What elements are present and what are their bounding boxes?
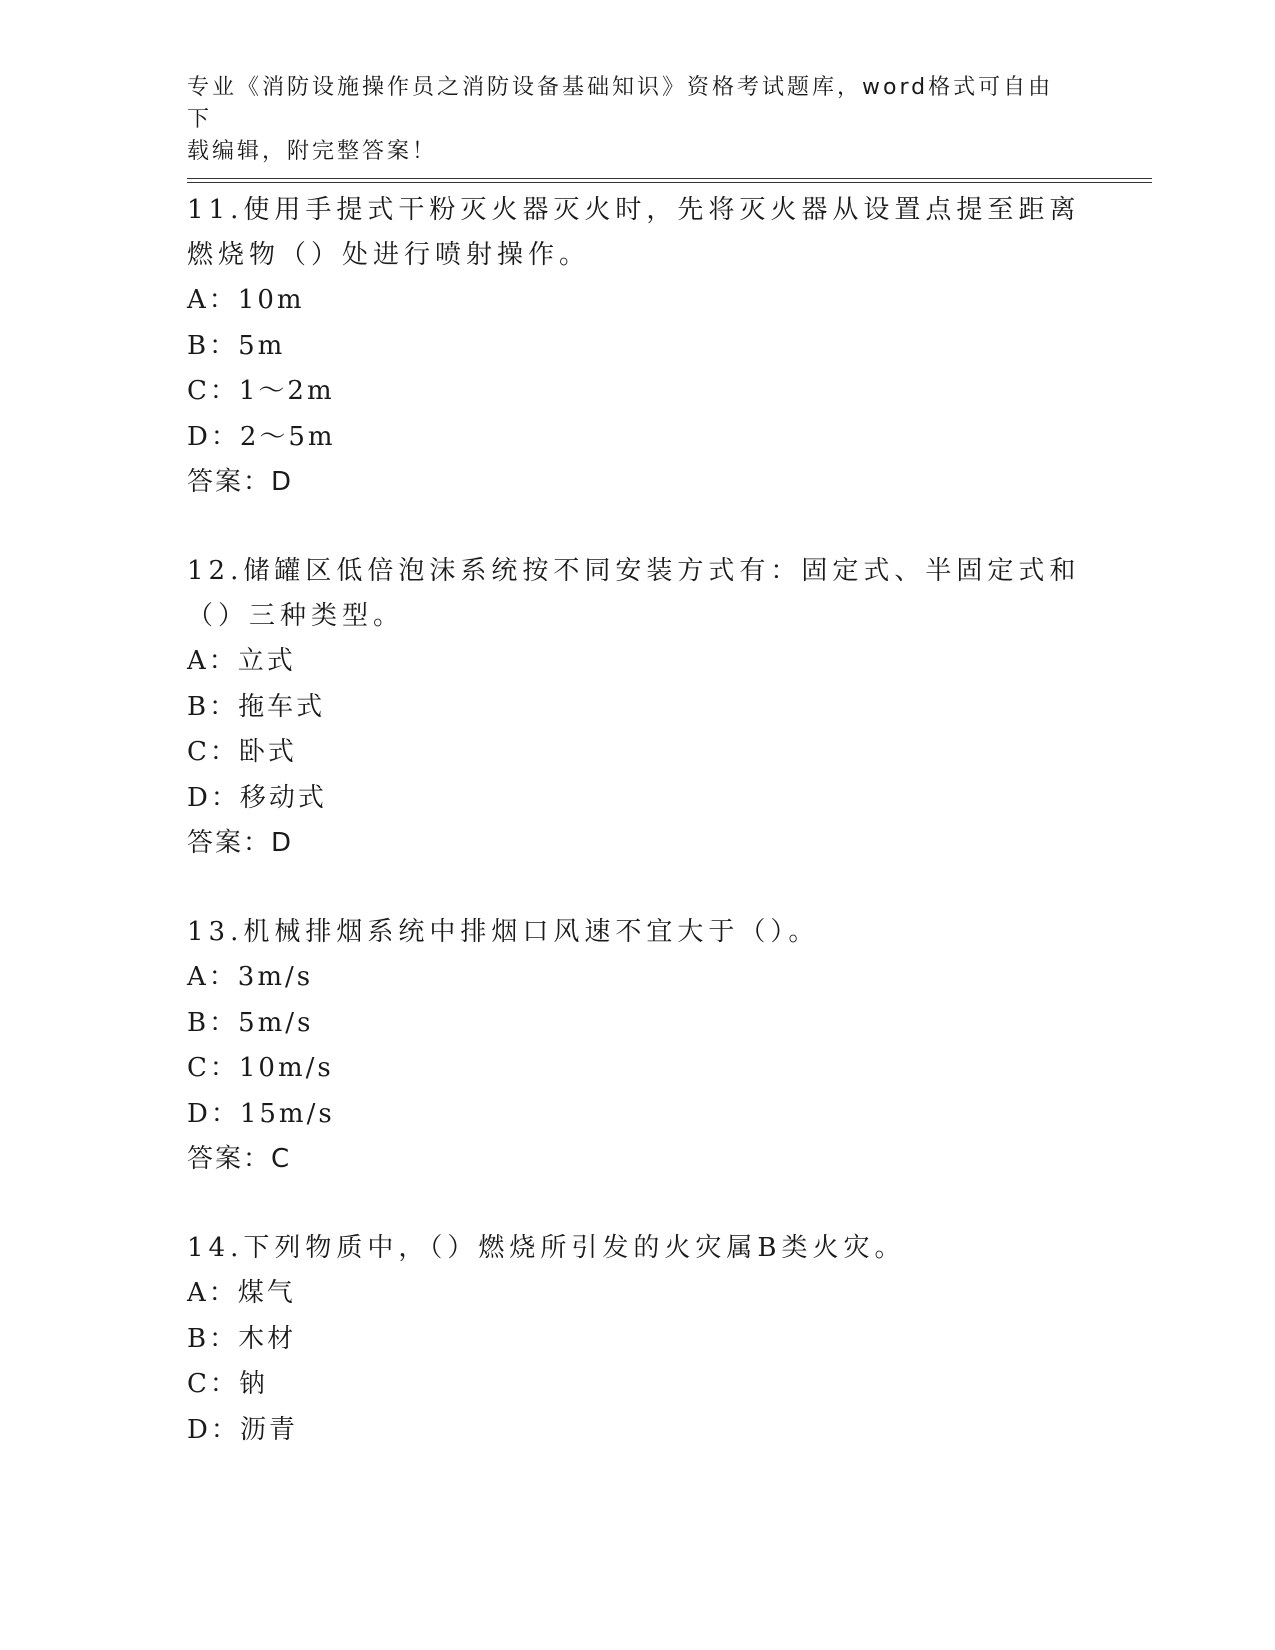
option-a: A：立式 <box>187 646 296 676</box>
question-13 <box>187 910 1087 1182</box>
answer: 答案：C <box>187 1144 292 1174</box>
option-c: C：10m/s <box>187 1053 334 1083</box>
header-line-2: 载编辑，附完整答案！ <box>187 139 438 164</box>
option-b: B：拖车式 <box>187 691 326 722</box>
option-c: C：1～2m <box>187 376 335 406</box>
answer: 答案：D <box>187 828 294 858</box>
header-line-1: 专业《消防设施操作员之消防设备基础知识》资格考试题库，word格式可自由下 <box>187 75 1054 132</box>
option-b: B：木材 <box>187 1323 297 1354</box>
option-d: D：15m/s <box>187 1098 335 1129</box>
document-header <box>187 72 1067 168</box>
option-d: D：2～5m <box>187 421 336 452</box>
question-stem: 11.使用手提式干粉灭火器灭火时，先将灭火器从设置点提至距离燃烧物（）处进行喷射操作。 <box>187 195 1081 270</box>
question-stem: 12.储罐区低倍泡沫系统按不同安装方式有：固定式、半固定式和（）三种类型。 <box>187 556 1081 631</box>
answer: 答案：D <box>187 467 294 497</box>
option-c: C：钠 <box>187 1369 268 1399</box>
question-14 <box>187 1226 1087 1453</box>
option-a: A：10m <box>187 285 305 315</box>
question-stem: 14.下列物质中，（）燃烧所引发的火灾属B类火灾。 <box>187 1233 906 1263</box>
option-d: D：沥青 <box>187 1414 298 1445</box>
header-divider <box>187 178 1152 183</box>
option-a: A：煤气 <box>187 1278 296 1308</box>
question-stem: 13.机械排烟系统中排烟口风速不宜大于（）。 <box>187 917 820 947</box>
question-11 <box>187 188 1087 505</box>
option-b: B：5m/s <box>187 1007 314 1038</box>
question-12 <box>187 549 1087 866</box>
option-b: B：5m <box>187 330 286 361</box>
option-d: D：移动式 <box>187 782 327 813</box>
question-list <box>187 188 1087 1497</box>
option-a: A：3m/s <box>187 962 314 992</box>
option-c: C：卧式 <box>187 737 297 767</box>
